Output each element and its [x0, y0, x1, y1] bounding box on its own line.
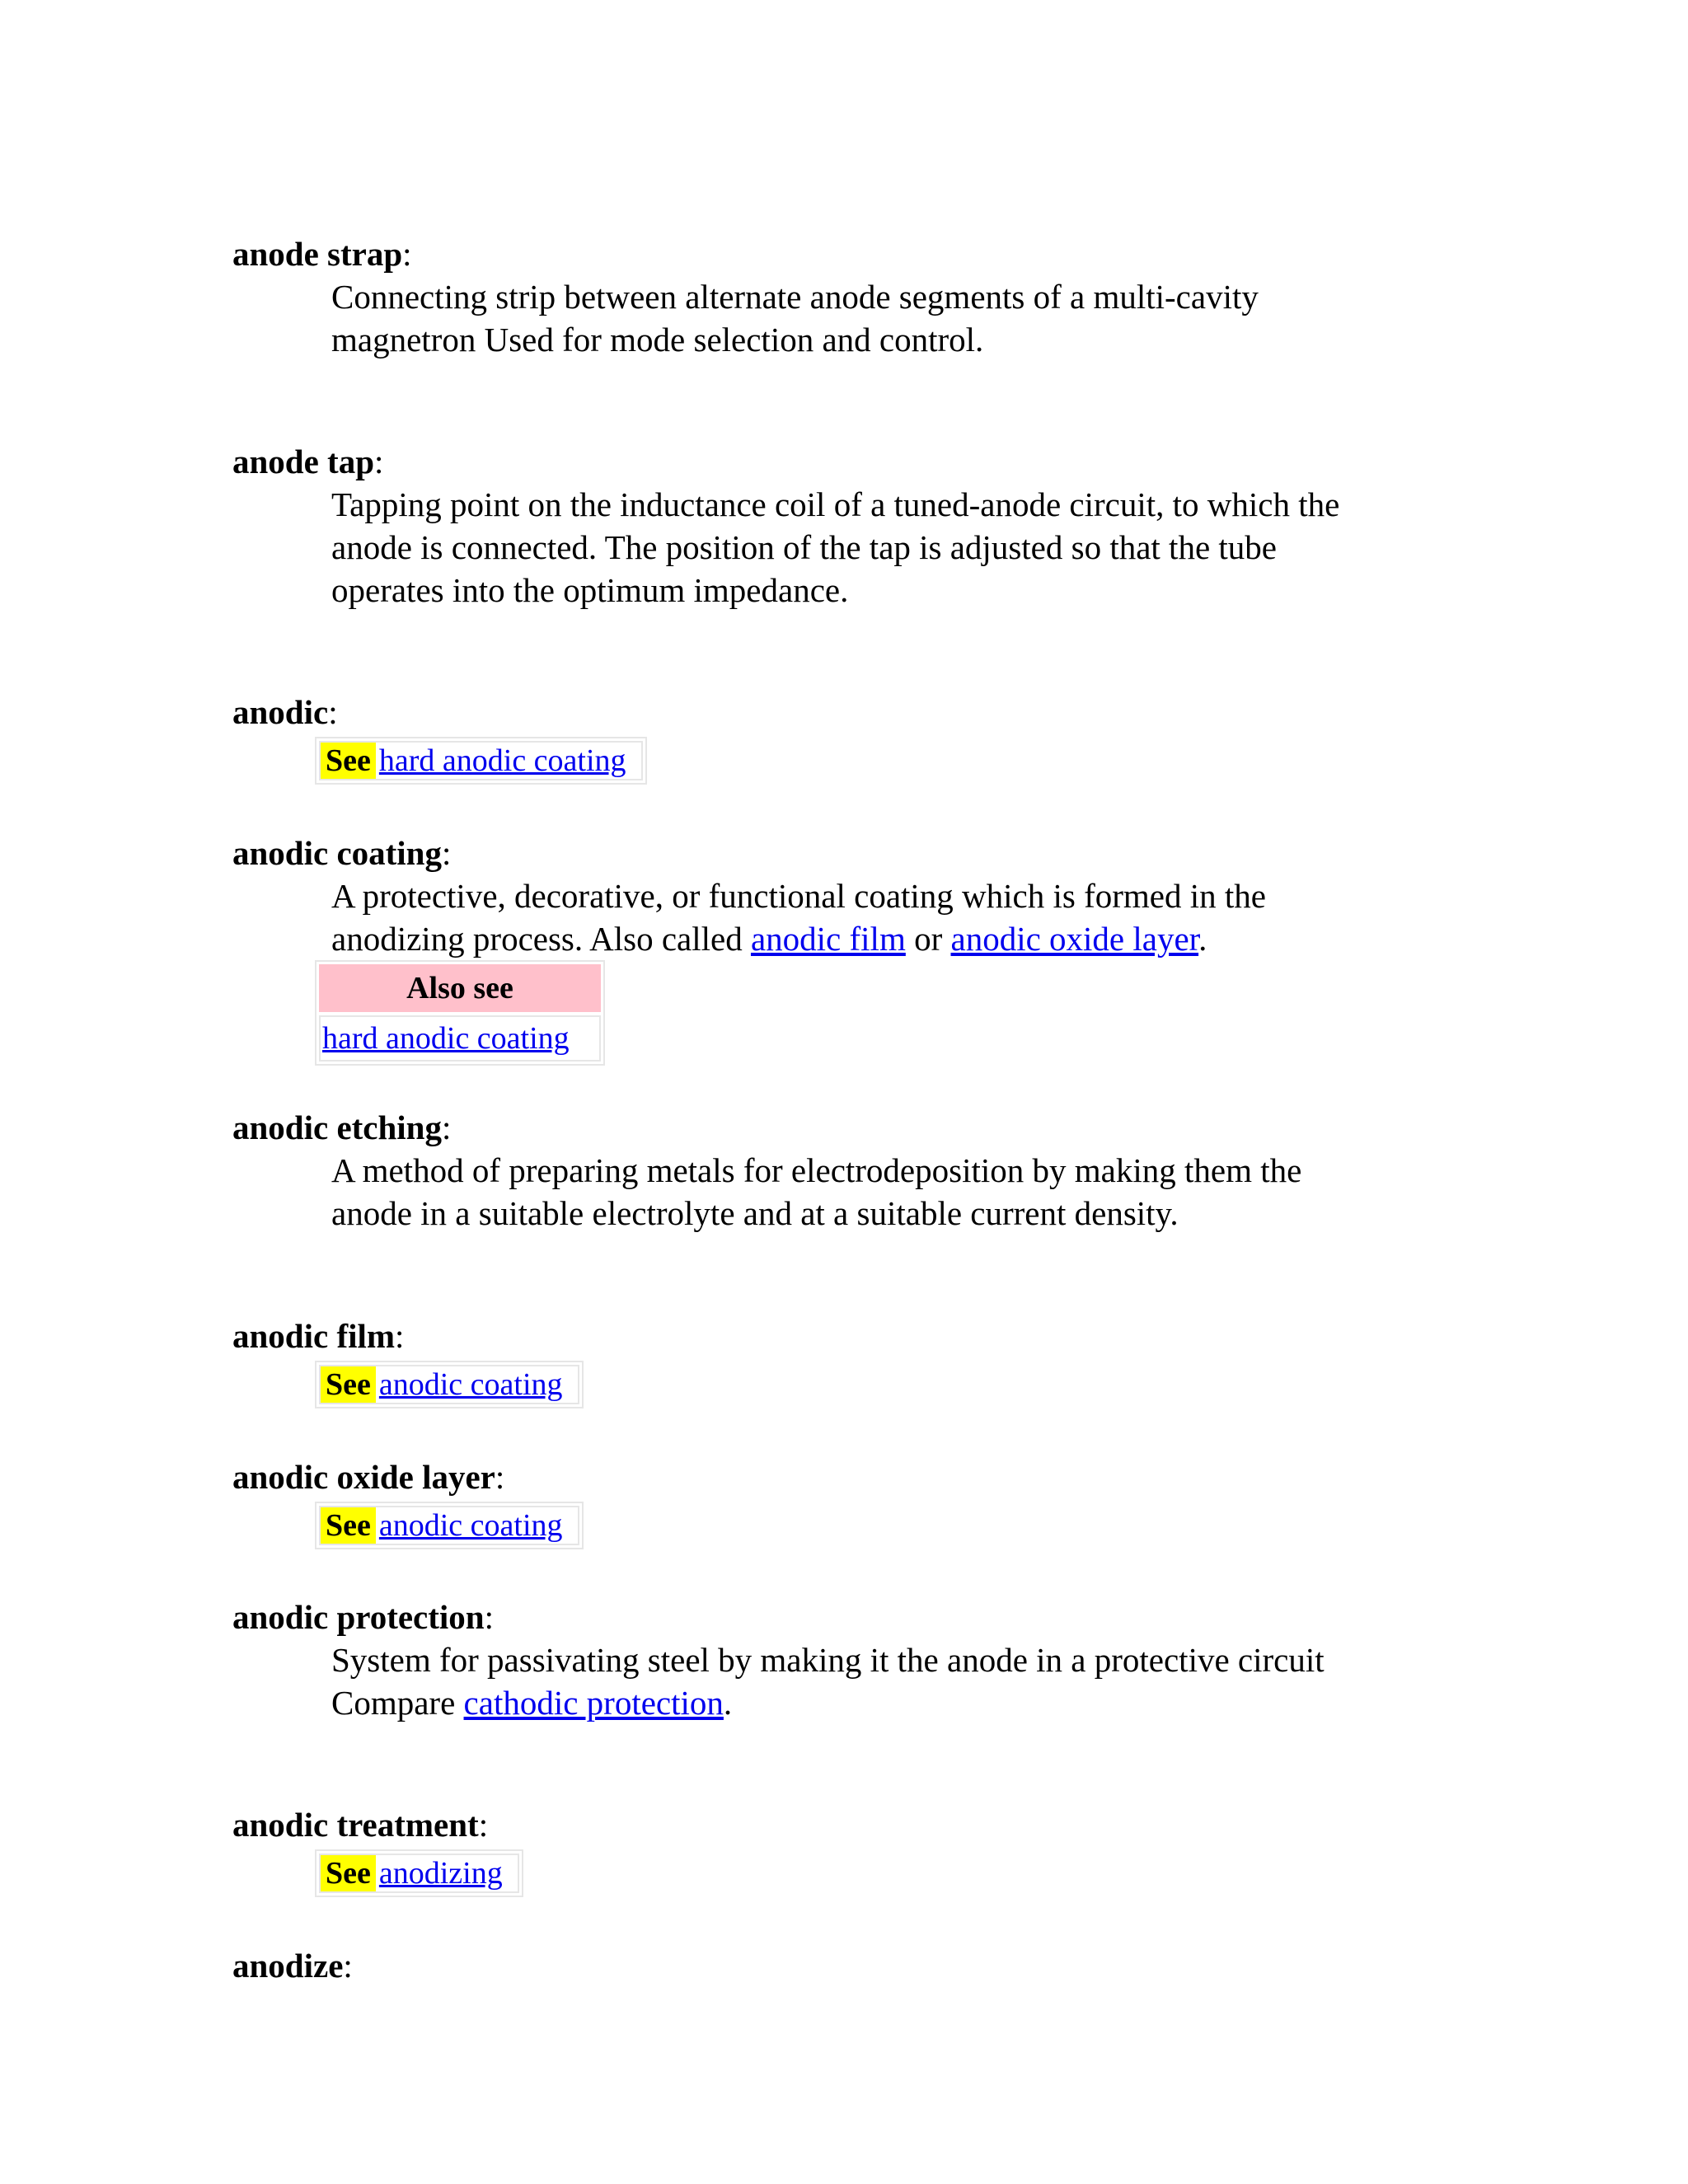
also-see-table: [315, 960, 605, 1066]
entry-anodic-film: [232, 1315, 1469, 1402]
term-heading: anodic protection:: [232, 1598, 495, 1636]
entry-anodic-protection: [232, 1596, 1469, 1724]
term-text: anodic: [232, 693, 329, 731]
term-heading: anodic coating:: [232, 834, 452, 872]
term-heading: anode strap:: [232, 235, 412, 273]
see-link-anodic-coating[interactable]: anodic coating: [378, 1508, 563, 1543]
term-text: anode strap: [232, 235, 403, 273]
link-anodic-film[interactable]: anodic film: [750, 920, 906, 958]
see-reference-box: [315, 1849, 523, 1897]
link-cathodic-protection[interactable]: cathodic protection: [463, 1684, 724, 1722]
also-see-header: Also see: [319, 964, 601, 1012]
see-label: See: [321, 743, 376, 779]
term-heading: anodic etching:: [232, 1108, 452, 1146]
term-text: anodic oxide layer: [232, 1458, 495, 1496]
term-heading: anodic treatment:: [232, 1806, 489, 1844]
term-text: anodic etching: [232, 1108, 442, 1146]
term-text: anodic film: [232, 1317, 396, 1355]
see-label: See: [321, 1366, 376, 1403]
term-heading: anode tap:: [232, 443, 384, 480]
definition: A method of preparing metals for electrodeposition by making them the anode in a suitable electrolyte and at a suitable current density.: [331, 1151, 1302, 1232]
term-text: anodic coating: [232, 834, 442, 872]
see-link-anodic-coating[interactable]: anodic coating: [378, 1367, 563, 1402]
see-link-anodizing[interactable]: anodizing: [378, 1856, 503, 1891]
also-see-link-hard-anodic-coating[interactable]: hard anodic coating: [322, 1021, 570, 1056]
see-link-hard-anodic-coating[interactable]: hard anodic coating: [378, 743, 626, 778]
term-text: anodize: [232, 1947, 344, 1985]
link-anodic-oxide-layer[interactable]: anodic oxide layer: [950, 920, 1199, 958]
entry-anodic-coating: [232, 832, 1469, 1056]
entry-anodic-etching: [232, 1106, 1469, 1235]
entry-anode-tap: [232, 440, 1469, 612]
see-reference-box: [315, 737, 647, 785]
entry-anode-strap: [232, 232, 1469, 361]
term-heading: anodic:: [232, 693, 338, 731]
see-label: See: [321, 1507, 376, 1544]
term-heading: anodize:: [232, 1947, 353, 1985]
entry-anodic-oxide-layer: [232, 1455, 1469, 1543]
definition: System for passivating steel by making it the anode in a protective circuit Compare cathodic protection.: [331, 1641, 1325, 1722]
term-text: anodic protection: [232, 1598, 485, 1636]
term-text: anode tap: [232, 443, 375, 480]
entry-anodize: [232, 1944, 1469, 1987]
see-reference-box: [315, 1502, 584, 1549]
definition: Connecting strip between alternate anode segments of a multi-cavity magnetron Used for mode selection and control.: [331, 278, 1259, 359]
see-reference-box: [315, 1361, 584, 1408]
entry-anodic: [232, 691, 1469, 778]
definition: Tapping point on the inductance coil of a tuned-anode circuit, to which the anode is connected. The position of the tap is adjusted so that the tube operates into the optimum impedance.: [331, 485, 1340, 609]
also-see-cell: [319, 1015, 601, 1062]
term-heading: anodic film:: [232, 1317, 405, 1355]
term-heading: anodic oxide layer:: [232, 1458, 505, 1496]
entry-anodic-treatment: [232, 1803, 1469, 1891]
see-label: See: [321, 1855, 376, 1891]
definition: A protective, decorative, or functional coating which is formed in the anodizing process. Also called anodic film or anodic oxide layer.: [331, 877, 1266, 958]
term-text: anodic treatment: [232, 1806, 479, 1844]
